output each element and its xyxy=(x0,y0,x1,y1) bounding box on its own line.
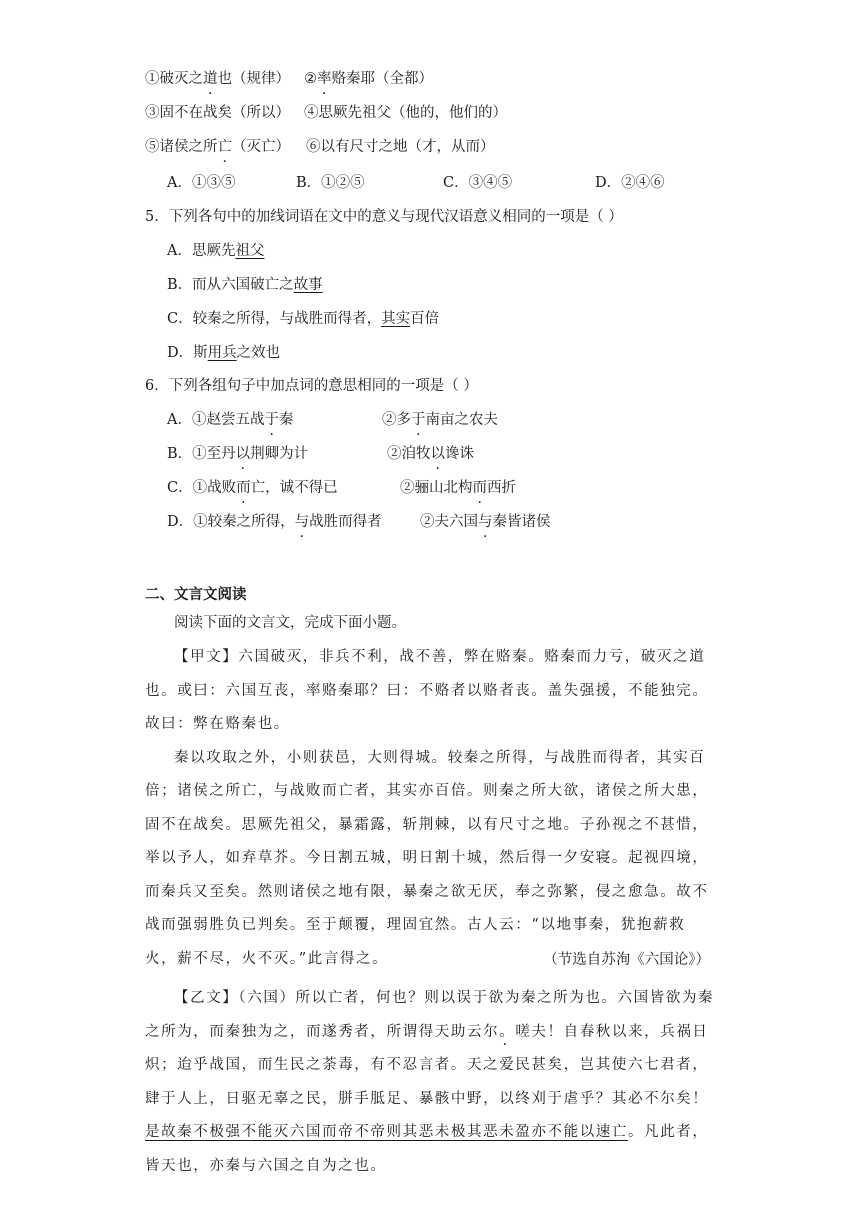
q5-choice-a xyxy=(167,241,264,261)
underlined-word: 其实 xyxy=(381,311,411,327)
q6-choice-c-1 xyxy=(167,478,338,498)
q4-choice-a: A．①③⑤ xyxy=(167,175,236,191)
choice-text: ②洎牧 xyxy=(387,446,431,462)
q4-options-row-1 xyxy=(145,69,433,89)
choice-text: 秦 xyxy=(278,412,294,428)
q6-choice-d-2 xyxy=(420,512,551,532)
q4-option-3-text: ③固不在战矣（所以） xyxy=(145,105,290,121)
q6-choice-c-2 xyxy=(400,478,516,498)
choice-text: 秦皆诸侯 xyxy=(492,514,551,530)
q4-option-6-text: ⑥以有尺寸之地（才，从而） xyxy=(306,139,495,155)
dotted-char: 而 xyxy=(472,480,487,496)
q6-choice-b-1 xyxy=(167,444,308,464)
dotted-char: 率 xyxy=(317,71,332,87)
q5-choice-d xyxy=(167,343,280,363)
choice-text: A．思厥先 xyxy=(167,243,236,259)
yi-text: 【乙文】（六国）所以亡者，何也？则以误于欲为秦之所为也。六国皆欲为秦之所为，而秦独为之，而遂秀者，所谓得天助云 xyxy=(145,990,715,1040)
choice-text: 谗诛 xyxy=(445,446,474,462)
q5-choice-c xyxy=(167,309,439,329)
underlined-word: 祖父 xyxy=(235,243,265,259)
dotted-char: 与 xyxy=(294,514,310,530)
q6-choice-d-1 xyxy=(167,512,382,532)
dotted-char: 于 xyxy=(411,412,426,428)
q4-option-1-text: ①破灭之 xyxy=(145,71,203,87)
q4-option-5-text: ⑤诸侯之所 xyxy=(145,139,218,155)
q6-choice-a-1 xyxy=(167,410,293,430)
dotted-char: 于 xyxy=(264,412,279,428)
q4-choice-c: C．③④⑤ xyxy=(443,175,513,191)
choice-text: ②骊山北构 xyxy=(400,480,473,496)
q6-stem: 6．下列各组句子中加点词的意思相同的一项是（ ） xyxy=(145,378,478,394)
choice-text: 西折 xyxy=(487,480,516,496)
choice-text: 之效也 xyxy=(236,345,281,361)
q4-options-row-2 xyxy=(145,103,507,123)
section-heading: 二、文言文阅读 xyxy=(145,586,247,603)
q4-option-2-gloss: 赂秦耶（全都） xyxy=(331,71,433,87)
underlined-word: 用兵 xyxy=(207,345,237,361)
choice-text: 百倍 xyxy=(410,311,440,327)
q5-stem: 5．下列各句中的加线词语在文中的意义与现代汉语意义相同的一项是（ ） xyxy=(145,209,623,225)
dotted-char: 而 xyxy=(236,480,251,496)
yi-text-block xyxy=(145,982,715,1183)
jia-source: （节选自苏洵《六国论》） xyxy=(543,952,710,968)
yi-text: 。凡此者，皆天也，亦秦与六国之自为之也。 xyxy=(145,1124,709,1174)
q4-option-5-gloss: （灭亡） xyxy=(232,139,290,155)
jia-paragraph-2: 秦以攻取之外，小则获邑，大则得城。较秦之所得，与战胜而得者，其实百倍；诸侯之所亡，与战败而亡者，其实亦百倍。则秦之所大欲，诸侯之所大患，固不在战矣。思厥先祖父，暴霜露，斩荆棘，以有尺寸之地。子孙视之不甚惜，举以予人，如弃草芥。今日割五城，明日割十城，然后得一夕安寝。起视四境，而秦兵又至矣。然则诸侯之地有限，暴秦之欲无厌，奉之弥繁，侵之愈急。故不战而强弱胜负已判矣。至于颠覆，理固宜然。古人云：“以地事秦，犹抱薪救火，薪不尽，火不灭。”此言得之。 xyxy=(145,749,709,967)
dotted-char: 亡 xyxy=(217,139,232,155)
choice-text: ②多 xyxy=(382,412,411,428)
dotted-char: 以 xyxy=(430,446,445,462)
choice-text: B．而从六国破亡之 xyxy=(167,277,294,293)
choice-text: C．较秦之所得，与战胜而得者， xyxy=(167,311,382,327)
dotted-char: 以 xyxy=(235,446,251,462)
dotted-char: 与 xyxy=(478,514,493,530)
choice-text: 战胜而得者 xyxy=(309,514,382,530)
q6-choice-b-2 xyxy=(387,444,474,464)
dotted-char: 尔 xyxy=(483,1023,500,1040)
dotted-char: 道 xyxy=(203,71,218,87)
jia-paragraph-1: 【甲文】六国破灭，非兵不利，战不善，弊在赂秦。赂秦而力亏，破灭之道也。或曰：六国互丧，率赂秦耶？曰：不赂者以赂者丧。盖失强援，不能独完。故曰：弊在赂秦也。 xyxy=(145,649,709,732)
choice-text: D．斯 xyxy=(167,345,208,361)
choice-text: A．①赵尝五战 xyxy=(167,412,265,428)
choice-text: ②夫六国 xyxy=(420,514,478,530)
choice-text: C．①战败 xyxy=(167,480,237,496)
q4-choice-b: B．①②⑤ xyxy=(296,175,365,191)
underlined-word: 故事 xyxy=(293,277,323,293)
choice-text: 荆卿为计 xyxy=(250,446,309,462)
q4-option-4-text: ④思厥先祖父（他的，他们的） xyxy=(304,105,507,121)
underlined-sentence: 是故秦不极强不能灭六国而帝不帝则其恶未极其恶未盈亦不能以速亡 xyxy=(145,1124,628,1140)
q6-choice-a-2 xyxy=(382,410,498,430)
yi-paragraph-1 xyxy=(145,982,715,1183)
q4-option-1-gloss: 也（规律） xyxy=(217,71,290,87)
yi-text: 。嗟夫！自春秋以来，兵祸日炽；迨乎战国，而生民之荼毒，有不忍言者。天之爱民甚矣，岂其使六七君者，肆于人上，日驱无辜之民，胼手胝足、暴骸中野，以终刈于虐乎？其必不尔矣！ xyxy=(145,1023,709,1107)
q4-option-2-text: ② xyxy=(304,71,317,87)
jia-text-block xyxy=(145,641,715,976)
choice-text: 南亩之农夫 xyxy=(425,412,498,428)
q4-choice-d: D．②④⑥ xyxy=(595,175,665,191)
choice-text: 亡，诚不得已 xyxy=(250,480,338,496)
section-intro: 阅读下面的文言文，完成下面小题。 xyxy=(174,615,406,631)
choice-text: D．①较秦之所得， xyxy=(167,514,295,530)
choice-text: B．①至丹 xyxy=(167,446,236,462)
q4-options-row-3 xyxy=(145,137,495,157)
q5-choice-b xyxy=(167,275,323,295)
